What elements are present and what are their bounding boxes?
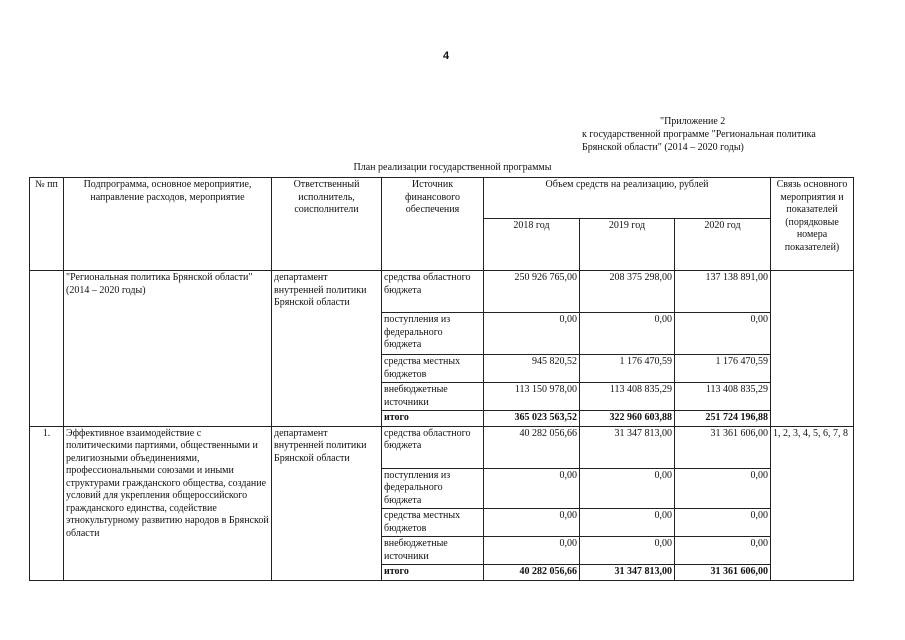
row-value-2018: 0,00 bbox=[484, 313, 580, 355]
row-value-2019: 31 347 813,00 bbox=[580, 565, 675, 581]
row-value-2019: 0,00 bbox=[580, 537, 675, 565]
row-value-2019: 0,00 bbox=[580, 468, 675, 509]
header-link: Связь основного мероприятия и показателей (порядковые номера показателей) bbox=[771, 178, 854, 271]
row-source: итого bbox=[382, 565, 484, 581]
appendix-line-3: Брянской области" (2014 – 2020 годы) bbox=[582, 142, 744, 153]
row-source: средства местных бюджетов bbox=[382, 355, 484, 383]
row-value-2020: 0,00 bbox=[675, 537, 771, 565]
row-value-2018: 250 926 765,00 bbox=[484, 271, 580, 313]
row-value-2019: 1 176 470,59 bbox=[580, 355, 675, 383]
row-num: 1. bbox=[30, 426, 64, 580]
row-value-2019: 322 960 603,88 bbox=[580, 411, 675, 427]
row-value-2020: 0,00 bbox=[675, 468, 771, 509]
plan-title: План реализации государственной программы bbox=[353, 162, 552, 173]
row-source: внебюджетные источники bbox=[382, 537, 484, 565]
plan-table bbox=[29, 177, 854, 581]
header-row bbox=[30, 178, 854, 219]
row-source: внебюджетные источники bbox=[382, 383, 484, 411]
row-value-2020: 251 724 196,88 bbox=[675, 411, 771, 427]
row-source: средства областного бюджета bbox=[382, 426, 484, 468]
row-value-2018: 0,00 bbox=[484, 509, 580, 537]
row-value-2020: 113 408 835,29 bbox=[675, 383, 771, 411]
row-source: средства местных бюджетов bbox=[382, 509, 484, 537]
row-value-2019: 0,00 bbox=[580, 509, 675, 537]
row-responsible: департамент внутренней политики Брянской области bbox=[272, 426, 382, 580]
header-year-2019: 2019 год bbox=[580, 219, 675, 271]
page-number: 4 bbox=[443, 50, 450, 62]
row-value-2020: 0,00 bbox=[675, 509, 771, 537]
row-source: итого bbox=[382, 411, 484, 427]
header-volume: Объем средств на реализацию, рублей bbox=[484, 178, 771, 219]
row-value-2018: 365 023 563,52 bbox=[484, 411, 580, 427]
row-value-2019: 208 375 298,00 bbox=[580, 271, 675, 313]
row-value-2020: 0,00 bbox=[675, 313, 771, 355]
row-value-2018: 40 282 056,66 bbox=[484, 426, 580, 468]
row-num bbox=[30, 271, 64, 427]
row-subprogram-name: Эффективное взаимодействие с политическими партиями, общественными и религиозными объединениями, профессиональными союзами и иными структурами гражданского общества, создание условий для укрепления общероссийского гражданского единства, содействие этнокультурному развитию народов в Брянской области bbox=[64, 426, 272, 580]
header-year-2020: 2020 год bbox=[675, 219, 771, 271]
row-link: 1, 2, 3, 4, 5, 6, 7, 8 bbox=[771, 426, 854, 580]
header-responsible: Ответственный исполнитель, соисполнители bbox=[272, 178, 382, 271]
row-value-2018: 40 282 056,66 bbox=[484, 565, 580, 581]
appendix-heading bbox=[582, 115, 882, 154]
row-responsible: департамент внутренней политики Брянской области bbox=[272, 271, 382, 427]
row-value-2020: 31 361 606,00 bbox=[675, 565, 771, 581]
header-source: Источник финансового обеспечения bbox=[382, 178, 484, 271]
row-subprogram-name: "Региональная политика Брянской области" (2014 – 2020 годы) bbox=[64, 271, 272, 427]
row-value-2018: 0,00 bbox=[484, 468, 580, 509]
table-row bbox=[30, 271, 854, 313]
row-source: поступления из федерального бюджета bbox=[382, 313, 484, 355]
row-value-2019: 0,00 bbox=[580, 313, 675, 355]
row-source: средства областного бюджета bbox=[382, 271, 484, 313]
appendix-line-2: к государственной программе "Региональная политика bbox=[582, 129, 816, 140]
row-value-2019: 31 347 813,00 bbox=[580, 426, 675, 468]
row-value-2020: 1 176 470,59 bbox=[675, 355, 771, 383]
row-value-2018: 113 150 978,00 bbox=[484, 383, 580, 411]
appendix-line-1: "Приложение 2 bbox=[660, 116, 726, 127]
row-value-2020: 31 361 606,00 bbox=[675, 426, 771, 468]
header-subprogram: Подпрограмма, основное мероприятие, направление расходов, мероприятие bbox=[64, 178, 272, 271]
row-value-2018: 0,00 bbox=[484, 537, 580, 565]
table-row bbox=[30, 426, 854, 468]
row-value-2019: 113 408 835,29 bbox=[580, 383, 675, 411]
row-value-2020: 137 138 891,00 bbox=[675, 271, 771, 313]
row-link bbox=[771, 271, 854, 427]
header-year-2018: 2018 год bbox=[484, 219, 580, 271]
row-value-2018: 945 820,52 bbox=[484, 355, 580, 383]
row-source: поступления из федерального бюджета bbox=[382, 468, 484, 509]
header-num: № пп bbox=[30, 178, 64, 271]
